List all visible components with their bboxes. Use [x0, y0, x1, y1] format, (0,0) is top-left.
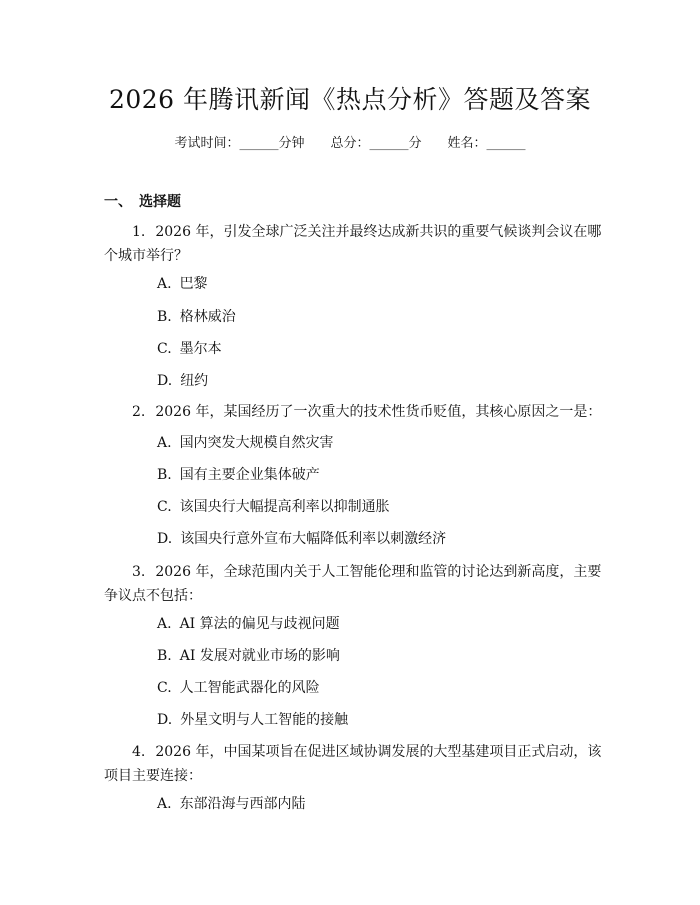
question-text: 2026 年，引发全球广泛关注并最终达成新共识的重要气候谈判会议在哪个城市举行？ [104, 224, 602, 264]
question-1-option-d [157, 371, 208, 391]
option-label: B. [157, 467, 172, 483]
question-number: 1. [132, 224, 146, 240]
option-label: A. [157, 616, 172, 632]
option-label: B. [157, 309, 172, 325]
question-2-option-c [157, 497, 390, 517]
question-text: 2026 年，中国某项旨在促进区域协调发展的大型基建项目正式启动，该项目主要连接： [104, 744, 602, 784]
option-label: C. [157, 341, 172, 357]
option-text: 东部沿海与西部内陆 [179, 796, 306, 812]
option-text: 格林威治 [179, 309, 236, 325]
question-4 [104, 740, 604, 788]
option-text: AI 算法的偏见与歧视问题 [179, 616, 340, 632]
question-1-option-a [157, 274, 208, 294]
option-text: AI 发展对就业市场的影响 [179, 648, 340, 664]
option-label: A. [157, 796, 172, 812]
question-3-option-b [157, 646, 340, 666]
option-text: 外星文明与人工智能的接触 [180, 712, 349, 728]
question-2-option-d [157, 529, 446, 549]
option-text: 该国央行意外宣布大幅降低利率以刺激经济 [180, 531, 447, 547]
question-3-option-a [157, 614, 340, 634]
option-text: 墨尔本 [179, 341, 222, 357]
question-number: 3. [132, 564, 146, 580]
option-label: A. [157, 276, 172, 292]
option-text: 人工智能武器化的风险 [179, 680, 320, 696]
option-label: A. [157, 435, 172, 451]
question-2-option-b [157, 465, 320, 485]
question-3 [104, 560, 604, 608]
question-1 [104, 220, 604, 268]
option-text: 纽约 [180, 373, 209, 389]
question-3-option-c [157, 678, 320, 698]
option-label: D. [157, 712, 173, 728]
option-label: D. [157, 531, 173, 547]
question-number: 4. [132, 744, 146, 760]
question-2-option-a [157, 433, 334, 453]
question-3-option-d [157, 710, 348, 730]
option-label: C. [157, 680, 172, 696]
section-heading: 一、 选择题 [104, 194, 181, 210]
question-1-option-b [157, 307, 236, 327]
option-text: 国有主要企业集体破产 [179, 467, 320, 483]
option-label: C. [157, 499, 172, 515]
option-label: B. [157, 648, 172, 664]
option-text: 该国央行大幅提高利率以抑制通胀 [179, 499, 390, 515]
document-title: 2026 年腾讯新闻《热点分析》答题及答案 [108, 85, 592, 114]
exam-meta-line: 考试时间：______分钟 总分：______分 姓名：______ [174, 136, 526, 151]
question-1-option-c [157, 339, 222, 359]
question-number: 2. [132, 404, 146, 420]
question-4-option-a [157, 794, 306, 814]
question-2 [104, 400, 604, 424]
option-text: 国内突发大规模自然灾害 [179, 435, 334, 451]
question-text: 2026 年，全球范围内关于人工智能伦理和监管的讨论达到新高度，主要争议点不包括： [104, 564, 602, 604]
question-text: 2026 年，某国经历了一次重大的技术性货币贬值，其核心原因之一是： [155, 404, 602, 420]
option-text: 巴黎 [179, 276, 208, 292]
option-label: D. [157, 373, 173, 389]
